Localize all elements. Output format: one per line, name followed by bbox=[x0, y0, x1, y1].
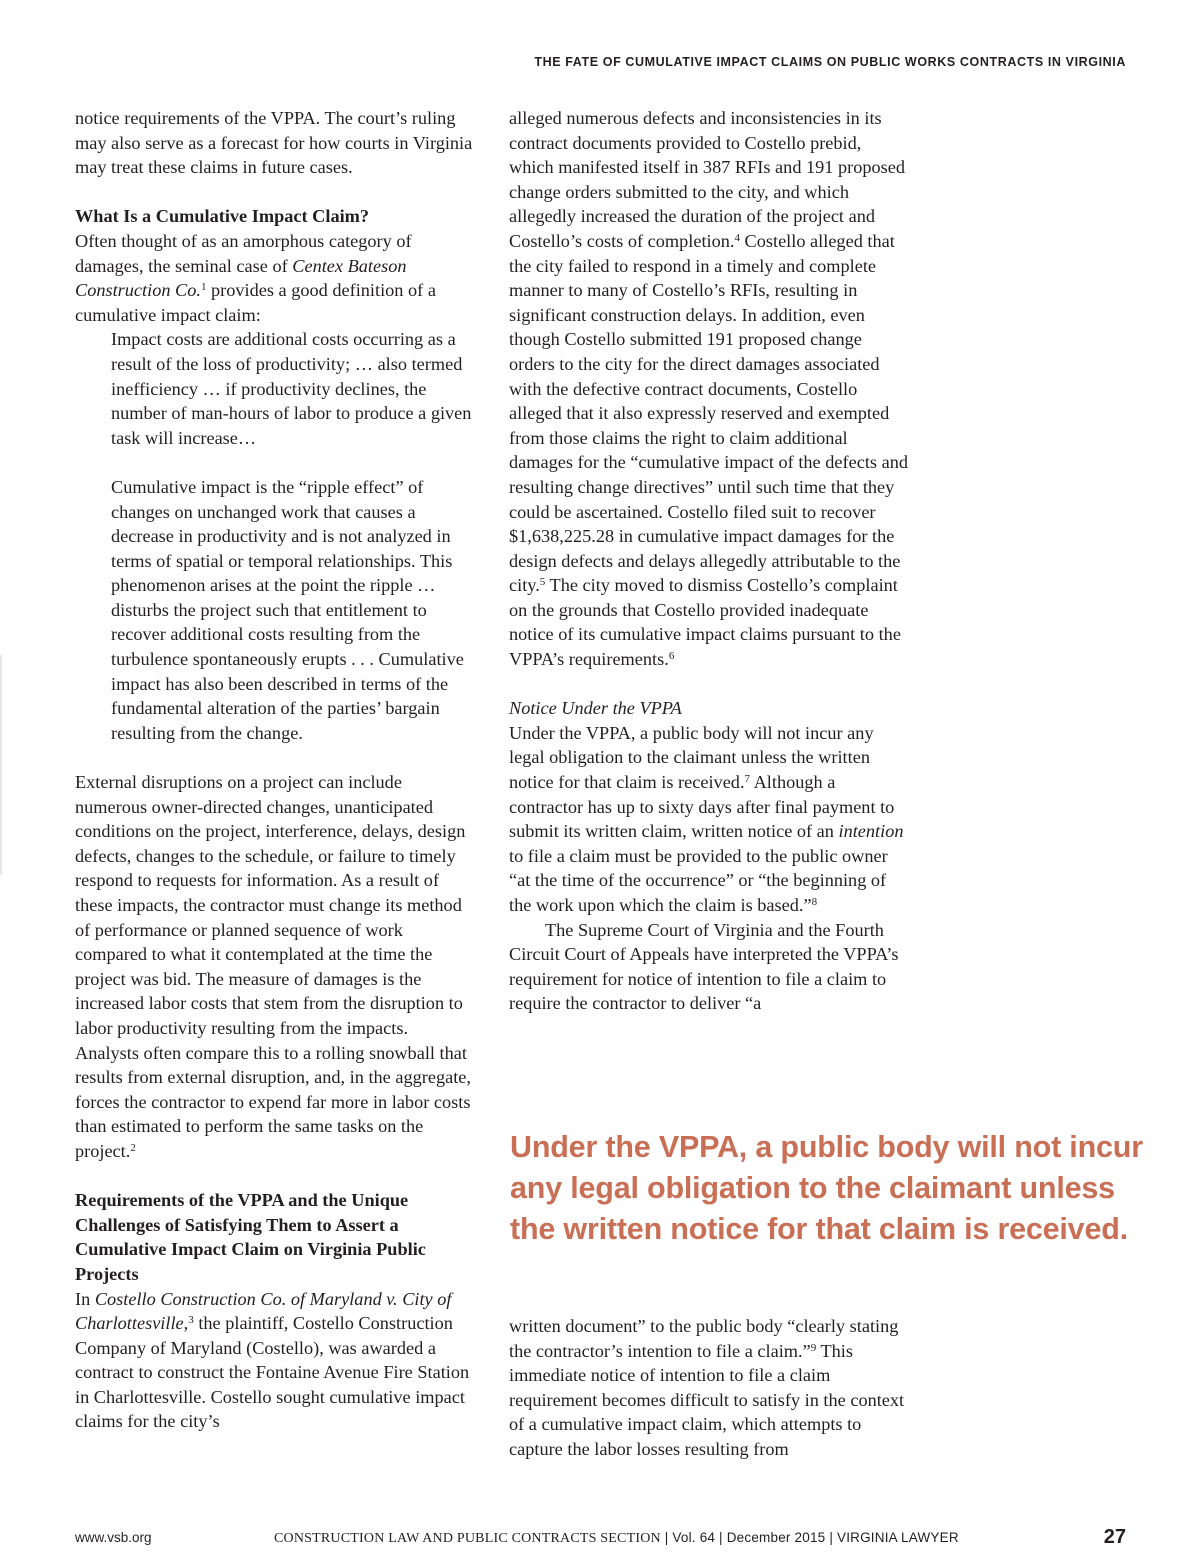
paragraph: notice requirements of the VPPA. The court’s ruling may also serve as a forecast for how courts in Virginia may treat these claims in future cases. bbox=[75, 108, 473, 178]
left-column bbox=[75, 106, 475, 1434]
footnote-ref: 2 bbox=[130, 1141, 136, 1154]
section-heading: What Is a Cumulative Impact Claim? bbox=[75, 206, 370, 227]
right-column-top bbox=[509, 106, 909, 1016]
footer-publication: VIRGINIA LAWYER bbox=[836, 1530, 959, 1545]
right-column-bottom bbox=[509, 1314, 909, 1462]
footnote-ref: 6 bbox=[668, 650, 675, 663]
paragraph: alleged numerous defects and inconsistencies in its contract documents provided to Costello prebid, which manifested itself in 387 RFIs and 191 proposed change orders submitted to the city, and which allegedly increased the duration of the project and Costello’s costs of completion.$^4$ Costello alleged that the city failed to respond in a timely and complete manner to many of Costello’s RFIs, resulting in significant construction delays. In addition, even though Costello submitted 191 proposed change orders to the city for the direct damages associated with the defective contract documents, Costello alleged that it also expressly reserved and exempted from those claims the right to claim additional damages for the “cumulative impact of the defects and resulting change directives” until such time that they could be ascertained. Costello filed suit to recover $1,638,225.28 in cumulative impact damages for the design defects and delays allegedly attributable to the city.$^5$ The city moved to dismiss Costello’s complaint on the grounds that Costello provided inadequate notice of its cumulative impact claims pursuant to the VPPA’s requirements.$^6$ bbox=[509, 108, 908, 670]
footnote-ref: 4 bbox=[734, 231, 740, 244]
footnote-ref: 3 bbox=[188, 1314, 194, 1327]
footer-url: www.vsb.org bbox=[75, 1530, 152, 1545]
page-number: 27 bbox=[1103, 1526, 1126, 1548]
paragraph: External disruptions on a project can include numerous owner-directed changes, unanticipated conditions on the project, interference, delays, design defects, changes to the schedule, or failure to timely respond to requests for information. As a result of these impacts, the contractor must change its method of performance or planned sequence of work compared to what it contemplated at the time the project was bid. The measure of damages is the increased labor costs that stem from the disruption to labor productivity resulting from the impacts. Analysts often compare this to a rolling snowball that results from external disruption, and, in the aggregate, forces the contractor to expend far more in labor costs than estimated to perform the same tasks on the project.$^2$ bbox=[75, 772, 471, 1161]
subheading: Notice Under the VPPA bbox=[509, 698, 682, 719]
footer-date: December 2015 bbox=[726, 1530, 826, 1545]
paragraph: written document” to the public body “clearly stating the contractor’s intention to file a claim.”$^9$ This immediate notice of intention to file a claim requirement becomes difficult to satisfy in the context of a cumulative impact claim, which attempts to capture the labor losses resulting from bbox=[509, 1316, 905, 1459]
footer-section: CONSTRUCTION LAW AND PUBLIC CONTRACTS SECTION bbox=[274, 1531, 661, 1546]
footnote-ref: 9 bbox=[810, 1341, 817, 1354]
footer-volume: Vol. 64 bbox=[672, 1530, 716, 1545]
paragraph: In Costello Construction Co. of Maryland v. City of Charlottesville,$^3$ the plaintiff, Costello Construction Company of Maryland (Costello), was awarded a contract to construct the Fontaine Avenue Fire Station in Charlottesville. Costello sought cumulative impact claims for the city’s bbox=[75, 1288, 470, 1432]
paragraph: Under the VPPA, a public body will not incur any legal obligation to the claimant unless the written notice for that claim is received.$^7$ Although a contractor has up to sixty days after final payment to submit its written claim, written notice of an intention to file a claim must be provided to the public owner “at the time of the occurrence” or “the beginning of the work upon which the claim is based.”$^8$ bbox=[509, 722, 904, 915]
paragraph: Often thought of as an amorphous category of damages, the seminal case of Centex Bateson Construction Co.$^1$ provides a good definition of a cumulative impact claim: bbox=[75, 230, 436, 325]
pull-quote: Under the VPPA, a public body will not incur any legal obligation to the claimant unless the written notice for that claim is received. bbox=[510, 1130, 1143, 1246]
block-quote: Cumulative impact is the “ripple effect” of changes on unchanged work that causes a decrease in productivity and is not analyzed in terms of spatial or temporal relationships. This phenomenon arises at the point the ripple … disturbs the project such that entitlement to recover additional costs resulting from the turbulence spontaneously erupts . . . Cumulative impact has also been described in terms of the fundamental alteration of the parties’ bargain resulting from the change. bbox=[111, 476, 464, 743]
footer-info: CONSTRUCTION LAW AND PUBLIC CONTRACTS SECTION | Vol. 64 | December 2015 | VIRGINIA LAWYER bbox=[274, 1530, 959, 1546]
paragraph: The Supreme Court of Virginia and the Fourth Circuit Court of Appeals have interpreted the VPPA’s requirement for notice of intention to file a claim to require the contractor to deliver “a bbox=[509, 919, 899, 1014]
footnote-ref: 1 bbox=[200, 281, 207, 294]
footnote-ref: 5 bbox=[539, 576, 546, 589]
block-quote: Impact costs are additional costs occurring as a result of the loss of productivity; … also termed inefficiency … if productivity declines, the number of man-hours of labor to produce a given task will increase… bbox=[111, 329, 472, 448]
footnote-ref: 8 bbox=[811, 895, 818, 908]
footnote-ref: 7 bbox=[744, 772, 751, 785]
section-heading: Requirements of the VPPA and the Unique Challenges of Satisfying Them to Assert a Cumulative Impact Claim on Virginia Public Projects bbox=[75, 1190, 426, 1284]
edge-mark bbox=[0, 655, 2, 875]
running-head: THE FATE OF CUMULATIVE IMPACT CLAIMS ON PUBLIC WORKS CONTRACTS IN VIRGINIA bbox=[534, 55, 1126, 69]
